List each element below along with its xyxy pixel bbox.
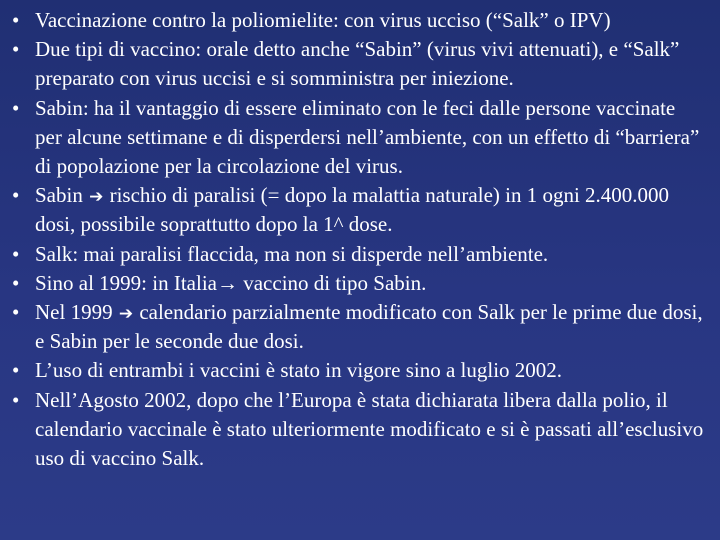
bullet-text: L’uso di entrambi i vaccini è stato in vigore sino a luglio 2002. xyxy=(35,358,563,383)
bullet-dot: • xyxy=(12,183,20,208)
bullet-list xyxy=(12,6,706,473)
arrow-right-icon: ➔ xyxy=(89,187,104,208)
bullet-dot: • xyxy=(12,37,20,62)
bullet-item-4 xyxy=(12,181,706,239)
bullet-text-before-arrow: Sabin xyxy=(35,183,83,208)
arrow-right-icon: ➔ xyxy=(118,304,134,325)
bullet-dot: • xyxy=(12,95,20,120)
bullet-text-after-arrow: calendario parzialmente modificato con Salk per le prime due dosi, e Sabin per le seconde due dosi. xyxy=(35,300,703,354)
bullet-item-6 xyxy=(12,269,706,298)
bullet-dot: • xyxy=(12,8,20,32)
bullet-text: Sino al 1999: in Italia→ vaccino di tipo Sabin. xyxy=(35,270,427,295)
bullet-text: Due tipi di vaccino: orale detto anche “Sabin” (virus vivi attenuati), e “Salk” preparato con virus uccisi e si somministra per iniezione. xyxy=(35,37,680,91)
bullet-text-after-arrow: rischio di paralisi (= dopo la malattia naturale) in 1 ogni 2.400.000 dosi, possibile soprattutto dopo la 1^ dose. xyxy=(35,183,670,237)
bullet-dot: • xyxy=(12,241,20,266)
bullet-dot: • xyxy=(12,387,20,412)
bullet-item-2 xyxy=(12,35,706,93)
bullet-item-7 xyxy=(12,298,706,356)
bullet-text: Nell’Agosto 2002, dopo che l’Europa è stata dichiarata libera dalla polio, il calendario vaccinale è stato ulteriormente modificato e si è passati all’esclusivo uso di vaccino Salk. xyxy=(35,387,704,471)
bullet-item-3 xyxy=(12,94,706,182)
bullet-text: Sabin: ha il vantaggio di essere eliminato con le feci dalle persone vaccinate per alcune settimane e di disperdersi nell’ambiente, con un effetto di “barriera” di popolazione per la circolazione del virus. xyxy=(35,95,700,179)
bullet-text: Salk: mai paralisi flaccida, ma non si disperde nell’ambiente. xyxy=(35,241,549,266)
bullet-text-before-arrow: Nel 1999 xyxy=(35,300,113,325)
bullet-item-1 xyxy=(12,6,706,35)
bullet-text: Vaccinazione contro la poliomielite: con virus ucciso (“Salk” o IPV) xyxy=(35,8,611,32)
bullet-item-9 xyxy=(12,386,706,474)
bullet-dot: • xyxy=(12,270,20,295)
bullet-dot: • xyxy=(12,358,20,383)
bullet-item-5 xyxy=(12,240,706,269)
bullet-dot: • xyxy=(12,300,20,325)
bullet-item-8 xyxy=(12,356,706,385)
